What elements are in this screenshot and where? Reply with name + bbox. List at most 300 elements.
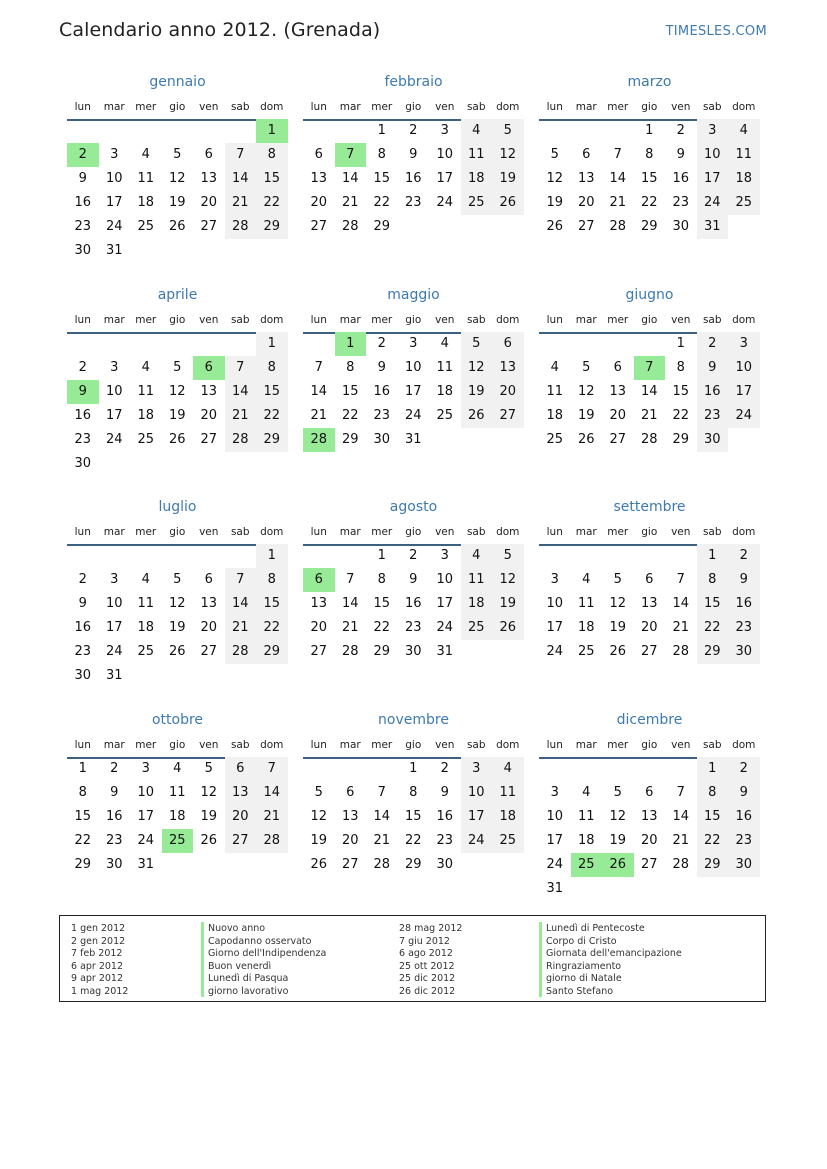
day-cell: 20 bbox=[492, 380, 524, 404]
legend-holiday-name: Capodanno osservato bbox=[208, 935, 312, 947]
day-cell: 21 bbox=[225, 616, 257, 640]
day-cell: 14 bbox=[310, 384, 328, 399]
day-cell: 12 bbox=[492, 568, 524, 592]
day-cell: 7 bbox=[377, 785, 386, 800]
day-cell: 4 bbox=[582, 572, 591, 587]
day-cell: 21 bbox=[225, 191, 257, 215]
day-cell: 22 bbox=[256, 616, 288, 640]
day-cell: 9 bbox=[728, 568, 760, 592]
day-cell: 4 bbox=[492, 757, 524, 781]
day-cell: 16 bbox=[74, 620, 92, 635]
day-cell: 17 bbox=[461, 805, 493, 829]
day-cell: 9 bbox=[78, 596, 87, 611]
day-cell: 16 bbox=[728, 592, 760, 616]
day-cell: 26 bbox=[609, 644, 627, 659]
weekday-header: ven bbox=[199, 526, 219, 538]
weekday-header: mer bbox=[607, 739, 629, 751]
day-cell: 21 bbox=[672, 833, 690, 848]
day-cell: 22 bbox=[373, 620, 391, 635]
legend-date: 1 mag 2012 bbox=[71, 985, 129, 997]
legend-holiday-name: Santo Stefano bbox=[546, 985, 614, 997]
day-cell: 5 bbox=[173, 572, 182, 587]
weekday-header: lun bbox=[546, 314, 563, 326]
month-header-rule bbox=[67, 332, 288, 334]
day-cell: 25 bbox=[137, 219, 155, 234]
day-cell: 11 bbox=[137, 596, 155, 611]
day-cell: 16 bbox=[74, 195, 92, 210]
weekday-header: sab bbox=[466, 739, 486, 751]
day-cell: 13 bbox=[200, 384, 218, 399]
day-cell: 10 bbox=[404, 360, 422, 375]
day-cell: 27 bbox=[609, 432, 627, 447]
day-cell: 18 bbox=[577, 620, 595, 635]
weekday-header: gio bbox=[405, 314, 422, 326]
day-cell: 14 bbox=[640, 384, 658, 399]
day-cell: 24 bbox=[546, 644, 564, 659]
day-cell: 13 bbox=[492, 356, 524, 380]
day-cell: 18 bbox=[137, 620, 155, 635]
day-cell: 8 bbox=[346, 360, 355, 375]
weekday-header: lun bbox=[310, 739, 327, 751]
day-cell: 22 bbox=[697, 616, 729, 640]
day-cell: 30 bbox=[74, 456, 92, 471]
day-cell: 26 bbox=[492, 616, 524, 640]
day-cell: 1 bbox=[256, 332, 288, 356]
day-cell: 24 bbox=[137, 833, 155, 848]
day-cell: 19 bbox=[310, 833, 328, 848]
day-cell: 4 bbox=[461, 544, 493, 568]
day-cell: 22 bbox=[341, 408, 359, 423]
month-aprile bbox=[67, 287, 288, 487]
day-cell: 3 bbox=[728, 332, 760, 356]
day-cell: 23 bbox=[105, 833, 123, 848]
day-cell: 12 bbox=[461, 356, 493, 380]
day-cell: 28 bbox=[609, 219, 627, 234]
weekday-header: sab bbox=[230, 101, 250, 113]
legend-holiday-name: Giornata dell'emancipazione bbox=[546, 948, 682, 959]
month-giugno bbox=[539, 287, 760, 487]
weekday-header: ven bbox=[671, 739, 691, 751]
weekday-header: lun bbox=[74, 314, 91, 326]
weekday-header: mar bbox=[339, 739, 361, 751]
day-cell: 29 bbox=[74, 857, 92, 872]
day-cell: 20 bbox=[640, 833, 658, 848]
weekday-header: ven bbox=[671, 526, 691, 538]
legend-date: 7 giu 2012 bbox=[399, 935, 450, 947]
weekday-header: mar bbox=[339, 101, 361, 113]
day-cell: 3 bbox=[550, 785, 559, 800]
day-cell: 24 bbox=[461, 829, 493, 853]
weekday-header: mer bbox=[135, 739, 157, 751]
day-cell: 24 bbox=[546, 857, 564, 872]
day-cell: 5 bbox=[314, 785, 323, 800]
day-cell: 12 bbox=[200, 785, 218, 800]
day-cell: 29 bbox=[256, 428, 288, 452]
day-cell: 15 bbox=[697, 592, 729, 616]
day-cell: 27 bbox=[225, 829, 257, 853]
legend-date: 28 mag 2012 bbox=[399, 923, 463, 934]
day-cell: 17 bbox=[697, 167, 729, 191]
weekday-header: sab bbox=[230, 739, 250, 751]
day-cell: 13 bbox=[609, 384, 627, 399]
weekday-header: ven bbox=[435, 314, 455, 326]
day-cell: 11 bbox=[577, 809, 595, 824]
legend-date: 25 dic 2012 bbox=[399, 973, 456, 984]
day-cell: 14 bbox=[341, 596, 359, 611]
day-cell: 20 bbox=[577, 195, 595, 210]
day-cell: 8 bbox=[645, 147, 654, 162]
weekday-header: lun bbox=[74, 739, 91, 751]
day-cell: 2 bbox=[78, 572, 87, 587]
day-cell: 3 bbox=[461, 757, 493, 781]
day-cell: 24 bbox=[404, 408, 422, 423]
day-cell: 14 bbox=[341, 171, 359, 186]
day-cell: 17 bbox=[546, 833, 564, 848]
day-cell: 15 bbox=[672, 384, 690, 399]
day-cell: 6 bbox=[204, 147, 213, 162]
weekday-header: ven bbox=[671, 101, 691, 113]
weekday-header: mer bbox=[607, 314, 629, 326]
day-cell: 19 bbox=[577, 408, 595, 423]
day-cell: 27 bbox=[200, 432, 218, 447]
day-cell: 24 bbox=[728, 404, 760, 428]
day-cell: 29 bbox=[640, 219, 658, 234]
weekday-header: gio bbox=[169, 739, 186, 751]
day-cell: 12 bbox=[492, 143, 524, 167]
day-cell: 23 bbox=[697, 404, 729, 428]
day-cell: 6 bbox=[613, 360, 622, 375]
day-cell: 28 bbox=[303, 428, 335, 452]
day-cell: 23 bbox=[436, 833, 454, 848]
day-cell: 31 bbox=[105, 243, 123, 258]
day-cell: 9 bbox=[697, 356, 729, 380]
day-cell: 27 bbox=[492, 404, 524, 428]
weekday-header: dom bbox=[732, 739, 756, 751]
day-cell: 16 bbox=[436, 809, 454, 824]
day-cell: 10 bbox=[436, 572, 454, 587]
day-cell: 15 bbox=[256, 380, 288, 404]
day-cell: 16 bbox=[672, 171, 690, 186]
day-cell: 1 bbox=[697, 544, 729, 568]
day-cell: 3 bbox=[110, 572, 119, 587]
day-cell: 9 bbox=[409, 572, 418, 587]
weekday-header: mer bbox=[371, 526, 393, 538]
day-cell: 4 bbox=[141, 360, 150, 375]
day-cell: 4 bbox=[141, 147, 150, 162]
day-cell: 31 bbox=[105, 668, 123, 683]
weekday-header: dom bbox=[260, 526, 284, 538]
day-cell: 29 bbox=[404, 857, 422, 872]
day-cell: 29 bbox=[256, 640, 288, 664]
weekday-header: gio bbox=[169, 101, 186, 113]
day-cell: 13 bbox=[310, 596, 328, 611]
day-cell: 10 bbox=[105, 171, 123, 186]
day-cell: 26 bbox=[168, 432, 186, 447]
day-cell: 7 bbox=[346, 572, 355, 587]
day-cell: 31 bbox=[436, 644, 454, 659]
day-cell: 16 bbox=[373, 384, 391, 399]
weekday-header: gio bbox=[169, 526, 186, 538]
day-cell: 14 bbox=[225, 380, 257, 404]
day-cell: 23 bbox=[74, 644, 92, 659]
day-cell: 4 bbox=[550, 360, 559, 375]
day-cell: 30 bbox=[373, 432, 391, 447]
day-cell: 28 bbox=[672, 644, 690, 659]
weekday-header: mar bbox=[103, 739, 125, 751]
legend-holiday-name: Corpo di Cristo bbox=[546, 935, 617, 947]
day-cell: 2 bbox=[78, 360, 87, 375]
day-cell: 28 bbox=[373, 857, 391, 872]
weekday-header: mar bbox=[575, 101, 597, 113]
day-cell: 2 bbox=[440, 761, 449, 776]
day-cell: 11 bbox=[461, 568, 493, 592]
weekday-header: mar bbox=[575, 739, 597, 751]
day-cell: 30 bbox=[728, 640, 760, 664]
weekday-header: lun bbox=[74, 101, 91, 113]
day-cell: 8 bbox=[377, 147, 386, 162]
day-cell: 17 bbox=[105, 620, 123, 635]
day-cell: 20 bbox=[200, 620, 218, 635]
month-name: gennaio bbox=[149, 74, 206, 90]
day-cell: 27 bbox=[577, 219, 595, 234]
day-cell: 10 bbox=[461, 781, 493, 805]
day-cell: 28 bbox=[225, 428, 257, 452]
day-cell: 14 bbox=[256, 781, 288, 805]
day-cell: 1 bbox=[256, 119, 288, 143]
weekday-header: ven bbox=[435, 101, 455, 113]
day-cell: 27 bbox=[640, 644, 658, 659]
day-cell: 2 bbox=[728, 757, 760, 781]
day-cell: 6 bbox=[346, 785, 355, 800]
day-cell: 30 bbox=[74, 243, 92, 258]
day-cell: 7 bbox=[225, 568, 257, 592]
day-cell: 18 bbox=[137, 195, 155, 210]
day-cell: 26 bbox=[461, 404, 493, 428]
site-logo-link[interactable]: TIMESLES.COM bbox=[665, 24, 767, 39]
day-cell: 3 bbox=[110, 147, 119, 162]
day-cell: 23 bbox=[74, 432, 92, 447]
day-cell: 8 bbox=[377, 572, 386, 587]
day-cell: 16 bbox=[105, 809, 123, 824]
day-cell: 2 bbox=[409, 548, 418, 563]
day-cell: 15 bbox=[74, 809, 92, 824]
weekday-header: lun bbox=[310, 314, 327, 326]
day-cell: 27 bbox=[200, 219, 218, 234]
day-cell: 4 bbox=[173, 761, 182, 776]
day-cell: 25 bbox=[492, 829, 524, 853]
day-cell: 26 bbox=[200, 833, 218, 848]
day-cell: 20 bbox=[310, 620, 328, 635]
day-cell: 22 bbox=[74, 833, 92, 848]
weekday-header: dom bbox=[496, 739, 520, 751]
day-cell: 7 bbox=[225, 143, 257, 167]
day-cell: 8 bbox=[697, 781, 729, 805]
day-cell: 15 bbox=[256, 592, 288, 616]
day-cell: 10 bbox=[105, 596, 123, 611]
day-cell: 29 bbox=[256, 215, 288, 239]
day-cell: 4 bbox=[141, 572, 150, 587]
day-cell: 14 bbox=[225, 167, 257, 191]
weekday-header: mar bbox=[339, 314, 361, 326]
month-name: ottobre bbox=[151, 712, 204, 728]
day-cell: 4 bbox=[440, 336, 449, 351]
day-cell: 7 bbox=[335, 143, 367, 167]
day-cell: 25 bbox=[728, 191, 760, 215]
day-cell: 28 bbox=[225, 215, 257, 239]
day-cell: 15 bbox=[404, 809, 422, 824]
day-cell: 1 bbox=[335, 332, 367, 356]
day-cell: 5 bbox=[550, 147, 559, 162]
weekday-header: sab bbox=[230, 526, 250, 538]
day-cell: 22 bbox=[256, 191, 288, 215]
day-cell: 11 bbox=[546, 384, 564, 399]
day-cell: 8 bbox=[256, 568, 288, 592]
legend-holiday-name: Ringraziamento bbox=[546, 960, 622, 972]
day-cell: 1 bbox=[676, 336, 685, 351]
day-cell: 7 bbox=[256, 757, 288, 781]
day-cell: 23 bbox=[74, 219, 92, 234]
day-cell: 28 bbox=[672, 857, 690, 872]
day-cell: 17 bbox=[436, 596, 454, 611]
day-cell: 1 bbox=[377, 548, 386, 563]
day-cell: 27 bbox=[310, 644, 328, 659]
day-cell: 14 bbox=[672, 809, 690, 824]
day-cell: 6 bbox=[193, 356, 225, 380]
day-cell: 25 bbox=[461, 191, 493, 215]
weekday-header: mar bbox=[575, 526, 597, 538]
month-name: settembre bbox=[613, 499, 686, 515]
day-cell: 17 bbox=[105, 408, 123, 423]
day-cell: 21 bbox=[341, 620, 359, 635]
day-cell: 22 bbox=[373, 195, 391, 210]
day-cell: 20 bbox=[310, 195, 328, 210]
day-cell: 8 bbox=[409, 785, 418, 800]
day-cell: 17 bbox=[137, 809, 155, 824]
day-cell: 19 bbox=[492, 167, 524, 191]
day-cell: 18 bbox=[728, 167, 760, 191]
legend-dates-right bbox=[399, 923, 462, 998]
day-cell: 17 bbox=[436, 171, 454, 186]
day-cell: 15 bbox=[640, 171, 658, 186]
legend-names-right bbox=[546, 923, 682, 998]
day-cell: 6 bbox=[303, 568, 335, 592]
day-cell: 7 bbox=[634, 356, 666, 380]
day-cell: 1 bbox=[697, 757, 729, 781]
legend-date: 2 gen 2012 bbox=[71, 935, 126, 947]
month-name: giugno bbox=[625, 287, 674, 303]
legend-holiday-color-bar bbox=[539, 922, 542, 997]
day-cell: 31 bbox=[546, 881, 564, 896]
day-cell: 13 bbox=[200, 596, 218, 611]
day-cell: 7 bbox=[225, 356, 257, 380]
month-header-rule bbox=[67, 119, 288, 121]
day-cell: 8 bbox=[256, 143, 288, 167]
day-cell: 24 bbox=[105, 644, 123, 659]
month-luglio bbox=[67, 499, 288, 699]
day-cell: 9 bbox=[728, 781, 760, 805]
legend-holiday-name: Buon venerdì bbox=[208, 960, 272, 972]
day-cell: 9 bbox=[110, 785, 119, 800]
day-cell: 3 bbox=[440, 123, 449, 138]
day-cell: 11 bbox=[137, 384, 155, 399]
day-cell: 26 bbox=[546, 219, 564, 234]
weekday-header: sab bbox=[702, 314, 722, 326]
day-cell: 9 bbox=[676, 147, 685, 162]
day-cell: 29 bbox=[341, 432, 359, 447]
month-name: dicembre bbox=[616, 712, 683, 728]
day-cell: 28 bbox=[341, 219, 359, 234]
month-name: aprile bbox=[157, 287, 198, 303]
month-name: luglio bbox=[158, 499, 197, 515]
day-cell: 6 bbox=[582, 147, 591, 162]
day-cell: 10 bbox=[546, 596, 564, 611]
weekday-header: sab bbox=[466, 314, 486, 326]
day-cell: 6 bbox=[645, 785, 654, 800]
day-cell: 9 bbox=[409, 147, 418, 162]
weekday-header: gio bbox=[169, 314, 186, 326]
day-cell: 11 bbox=[577, 596, 595, 611]
weekday-header: mer bbox=[371, 101, 393, 113]
day-cell: 8 bbox=[697, 568, 729, 592]
day-cell: 21 bbox=[310, 408, 328, 423]
legend-date: 1 gen 2012 bbox=[71, 923, 126, 934]
day-cell: 7 bbox=[676, 572, 685, 587]
day-cell: 14 bbox=[373, 809, 391, 824]
weekday-header: dom bbox=[260, 101, 284, 113]
day-cell: 16 bbox=[74, 408, 92, 423]
day-cell: 21 bbox=[640, 408, 658, 423]
weekday-header: mar bbox=[103, 526, 125, 538]
day-cell: 30 bbox=[105, 857, 123, 872]
weekday-header: mer bbox=[135, 526, 157, 538]
weekday-header: gio bbox=[405, 739, 422, 751]
day-cell: 27 bbox=[310, 219, 328, 234]
day-cell: 4 bbox=[582, 785, 591, 800]
day-cell: 20 bbox=[200, 195, 218, 210]
weekday-header: sab bbox=[702, 101, 722, 113]
day-cell: 22 bbox=[256, 404, 288, 428]
day-cell: 9 bbox=[440, 785, 449, 800]
day-cell: 21 bbox=[373, 833, 391, 848]
day-cell: 14 bbox=[609, 171, 627, 186]
weekday-header: ven bbox=[199, 739, 219, 751]
legend-date: 6 ago 2012 bbox=[399, 948, 453, 959]
day-cell: 20 bbox=[640, 620, 658, 635]
day-cell: 24 bbox=[697, 191, 729, 215]
day-cell: 27 bbox=[341, 857, 359, 872]
day-cell: 17 bbox=[404, 384, 422, 399]
day-cell: 28 bbox=[640, 432, 658, 447]
day-cell: 29 bbox=[672, 432, 690, 447]
day-cell: 9 bbox=[377, 360, 386, 375]
legend-date: 26 dic 2012 bbox=[399, 985, 456, 997]
day-cell: 13 bbox=[225, 781, 257, 805]
month-marzo bbox=[539, 74, 760, 274]
day-cell: 1 bbox=[409, 761, 418, 776]
day-cell: 19 bbox=[168, 195, 186, 210]
day-cell: 5 bbox=[173, 360, 182, 375]
day-cell: 12 bbox=[609, 596, 627, 611]
weekday-header: lun bbox=[310, 526, 327, 538]
weekday-header: dom bbox=[732, 101, 756, 113]
day-cell: 22 bbox=[404, 833, 422, 848]
day-cell: 20 bbox=[200, 408, 218, 423]
day-cell: 22 bbox=[672, 408, 690, 423]
day-cell: 30 bbox=[436, 857, 454, 872]
weekday-header: mer bbox=[371, 739, 393, 751]
day-cell: 26 bbox=[168, 644, 186, 659]
day-cell: 2 bbox=[728, 544, 760, 568]
